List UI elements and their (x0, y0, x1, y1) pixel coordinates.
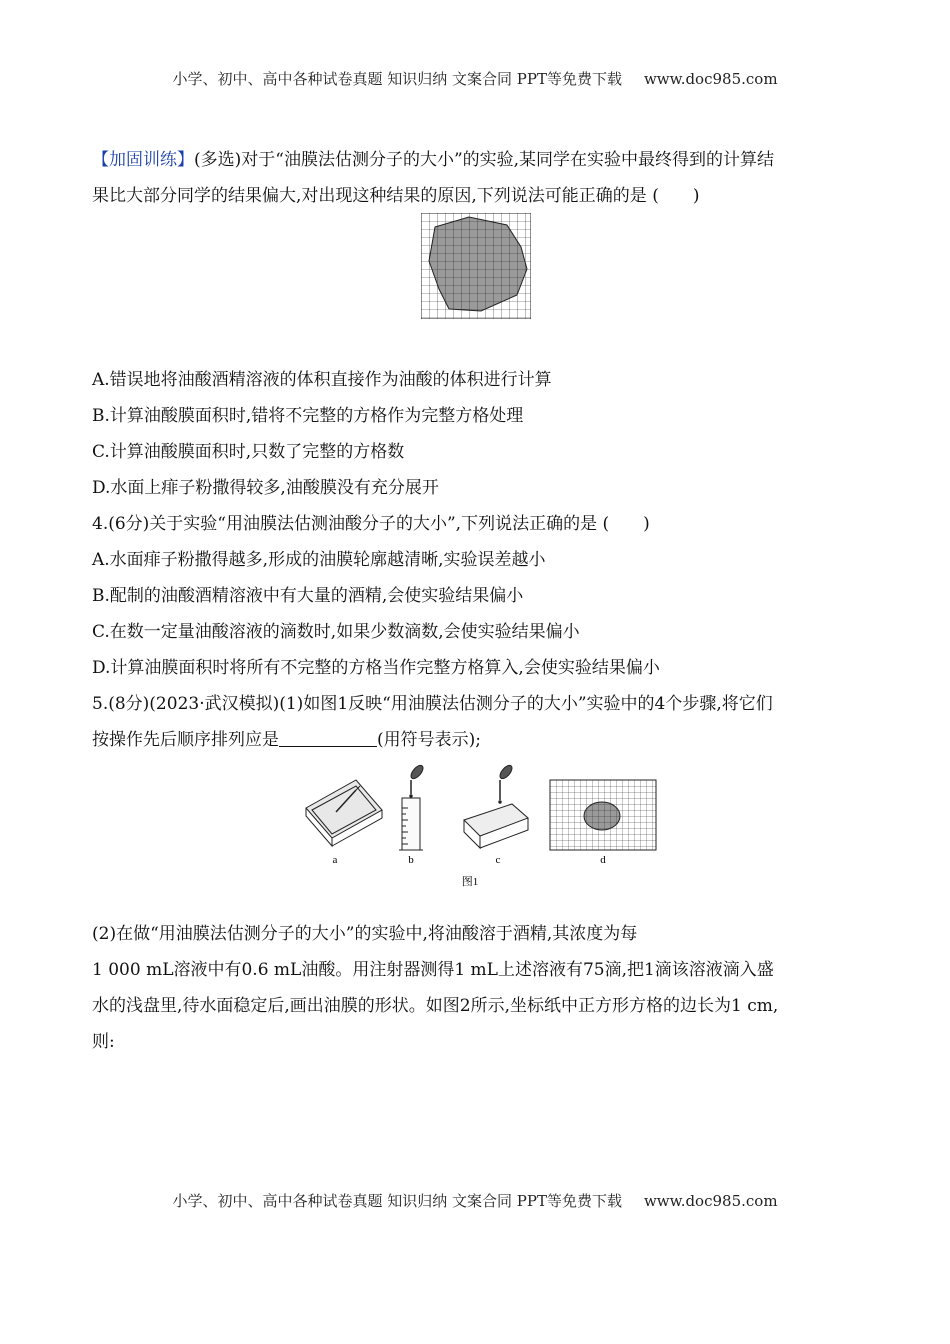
q5-part2-line4: 则: (92, 1032, 115, 1052)
figure-caption: 图1 (461, 876, 479, 888)
q5-stem-line1: 5.(8分)(2023·武汉模拟)(1)如图1反映“用油膜法估测分子的大小”实验中的4个步骤,将它们 (92, 694, 773, 714)
q3-stem-line1: 【加固训练】(多选)对于“油膜法估测分子的大小”的实验,某同学在实验中最终得到的计算结 (92, 150, 775, 170)
figure-label-a: a (332, 854, 338, 866)
reinforcement-tag: 【加固训练】 (92, 150, 194, 170)
step-b-cylinder (399, 763, 425, 850)
q3-option-a: A.错误地将油酸酒精溶液的体积直接作为油酸的体积进行计算 (92, 370, 552, 390)
footer-url[interactable]: www.doc985.com (643, 1192, 778, 1210)
figure-label-b: b (408, 854, 414, 866)
page-footer (0, 1190, 950, 1211)
answer-blank[interactable] (279, 728, 377, 747)
header-url[interactable]: www.doc985.com (643, 70, 778, 88)
header-text: 小学、初中、高中各种试卷真题 知识归纳 文案合同 PPT等免费下载 (172, 70, 622, 88)
q5-part2-line1: (2)在做“用油膜法估测分子的大小”的实验中,将油酸溶于酒精,其浓度为每 (92, 924, 638, 944)
figure-label-c: c (495, 854, 501, 866)
q4-option-d: D.计算油膜面积时将所有不完整的方格当作完整方格算入,会使实验结果偏小 (92, 658, 660, 678)
footer-text: 小学、初中、高中各种试卷真题 知识归纳 文案合同 PPT等免费下载 (172, 1192, 622, 1210)
q3-option-d: D.水面上痱子粉撒得较多,油酸膜没有充分展开 (92, 478, 439, 498)
figure-label-d: d (600, 854, 606, 866)
oil-film-grid-figure (421, 213, 531, 319)
q3-option-c: C.计算油酸膜面积时,只数了完整的方格数 (92, 442, 405, 462)
q3-stem-line2: 果比大部分同学的结果偏大,对出现这种结果的原因,下列说法可能正确的是 ( ) (92, 186, 700, 206)
q5-part2-line3: 水的浅盘里,待水面稳定后,画出油膜的形状。如图2所示,坐标纸中正方形方格的边长为1 cm, (92, 996, 779, 1016)
q3-option-b: B.计算油酸膜面积时,错将不完整的方格作为完整方格处理 (92, 406, 524, 426)
figure-1-steps (298, 750, 658, 890)
q5-part2-line2: 1 000 mL溶液中有0.6 mL油酸。用注射器测得1 mL上述溶液有75滴,把1滴该溶液滴入盛 (92, 960, 774, 980)
step-d-grid (550, 780, 656, 850)
step-a-tray (306, 780, 382, 846)
step-c-dropper-tray (464, 763, 528, 848)
q5-stem-line2: 按操作先后顺序排列应是 (用符号表示); (92, 730, 481, 750)
q4-option-c: C.在数一定量油酸溶液的滴数时,如果少数滴数,会使实验结果偏小 (92, 622, 580, 642)
q4-option-b: B.配制的油酸酒精溶液中有大量的酒精,会使实验结果偏小 (92, 586, 524, 606)
q4-option-a: A.水面痱子粉撒得越多,形成的油膜轮廓越清晰,实验误差越小 (92, 550, 546, 570)
page-header (0, 68, 950, 89)
q4-stem: 4.(6分)关于实验“用油膜法估测油酸分子的大小”,下列说法正确的是 ( ) (92, 514, 650, 534)
